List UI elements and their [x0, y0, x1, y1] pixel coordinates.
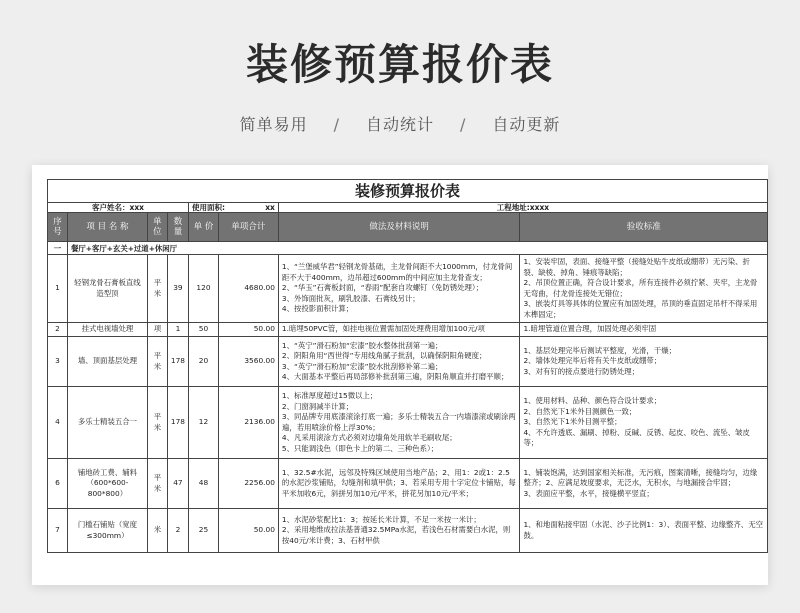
project-address: 工程地址:xxxx: [278, 203, 767, 213]
row-no: 3: [48, 337, 68, 387]
row-standard: [520, 459, 768, 509]
method-line: 4、按投影面积计算；: [281, 304, 354, 314]
row-unit: 平米: [147, 337, 167, 387]
row-method: [278, 255, 520, 323]
standard-line: 2、墙体处理完毕后将有关牛皮纸或绷带；: [523, 356, 662, 366]
row-standard: [520, 323, 768, 337]
standard-line: 1、使用材料、品种、颜色符合设计要求；: [523, 396, 662, 406]
row-price: 50: [189, 323, 219, 337]
separator: /: [460, 115, 467, 134]
method-line: 3、同品牌专用底漆滚涂打底一遍；多乐士精装五合一内墙漆滚或刷涂两遍，若用喷涂价格上浮30%；: [281, 412, 516, 432]
method-line: 2、阴阳角用“西世得”专用线角腻子批刮，以确保阴阳角硬度；: [281, 351, 487, 360]
tag-auto-stats: 自动统计: [365, 115, 434, 134]
method-line: 2、门窗洞减半计算；: [281, 401, 354, 411]
row-qty: 1: [167, 323, 188, 337]
standard-line: 1、和地面粘接牢固（水泥、沙子比例1：3）、表面平整、边缘整齐、无空鼓。: [523, 520, 763, 540]
row-name: 墙、顶面基层处理: [67, 337, 147, 387]
row-unit: 平米: [147, 459, 167, 509]
row-no: 7: [48, 509, 68, 553]
standard-line: 3、自然光下1米外目测平整；: [523, 417, 622, 427]
row-method: [278, 509, 520, 553]
page-title: 装修预算报价表: [245, 40, 554, 89]
row-price: 48: [189, 459, 219, 509]
category-no: 一: [48, 242, 68, 255]
row-total: 4680.00: [218, 255, 278, 323]
standard-line: 2、吊顶位置正确，符合设计要求，所有连接件必须拧紧、夹牢，主龙骨无弯曲，付龙骨连接处无错位；: [523, 278, 758, 298]
tag-auto-update: 自动更新: [492, 115, 561, 134]
row-qty: 178: [167, 337, 188, 387]
method-line: 1、标准厚度超过15微以上；: [281, 391, 378, 400]
row-method: [278, 459, 520, 509]
row-qty: 2: [167, 509, 188, 553]
sheet-title: 装修预算报价表: [48, 180, 768, 203]
row-unit: 平米: [147, 255, 167, 323]
row-standard: [520, 337, 768, 387]
row-price: 25: [189, 509, 219, 553]
row-name: 门槛石铺贴（宽度≤300mm）: [67, 509, 147, 553]
row-no: 4: [48, 387, 68, 459]
area-label: 使用面积:: [192, 203, 225, 212]
row-standard: [520, 387, 768, 459]
row-qty: 47: [167, 459, 188, 509]
table-header: [48, 213, 768, 242]
table-row: [48, 337, 768, 387]
row-no: 6: [48, 459, 68, 509]
row-unit: 项: [147, 323, 167, 337]
row-method: [278, 337, 520, 387]
header-standard: 验收标准: [520, 213, 768, 242]
row-method: [278, 387, 520, 459]
standard-line: 3、嵌装灯具等具体的位置应有加固处理，吊顶的垂直固定吊杆不得采用木榫固定；: [523, 299, 758, 319]
quote-table: [47, 179, 768, 553]
row-total: 2256.00: [218, 459, 278, 509]
standard-line: 1.暗埋管道位置合理，加固处理必须牢固: [523, 324, 657, 334]
tag-easy: 简单易用: [239, 115, 308, 134]
area-value: xx: [265, 203, 275, 212]
table-row: [48, 255, 768, 323]
row-price: 20: [189, 337, 219, 387]
row-total: 3560.00: [218, 337, 278, 387]
area-cell: [189, 203, 279, 213]
row-name: 铺地砖工费、辅料（600*600-800*800）: [67, 459, 147, 509]
method-line: 2、“华玉”石膏板封面，“春雨”配套自攻螺钉（免防锈处理）；: [281, 283, 483, 293]
method-line: 3、“英宁”滑石粉加“宏漆”胶水批刮修补第二遍；: [281, 361, 443, 371]
standard-line: 3、对有钉的接点要进行防锈处理；: [523, 366, 640, 376]
row-qty: 39: [167, 255, 188, 323]
method-line: 1、“兰堡威华君”轻钢龙骨基础，主龙骨间距不大1000mm，付龙骨间距不大于400mm，边吊超过600mm的中间应加主龙骨查支；: [281, 262, 513, 282]
header-unit: 单位: [147, 213, 167, 242]
row-no: 2: [48, 323, 68, 337]
customer-name: 客户姓名：xxx: [48, 203, 189, 213]
category-row: [48, 242, 768, 255]
table-row: [48, 323, 768, 337]
row-no: 1: [48, 255, 68, 323]
separator: /: [333, 115, 340, 134]
table-row: [48, 387, 768, 459]
row-price: 120: [189, 255, 219, 323]
method-line: 3、外饰面批灰，刷乳胶漆、石膏线另计；: [281, 293, 420, 303]
row-total: 50.00: [218, 323, 278, 337]
method-line: 1、水泥砂浆配比1：3；按延长米计算，不足一米按一米计；: [281, 514, 481, 524]
row-unit: 平米: [147, 387, 167, 459]
row-total: 50.00: [218, 509, 278, 553]
standard-line: 2、自然光下1米外目测颜色一致；: [523, 406, 637, 416]
standard-line: 1、安装牢固，表面、接缝平整（接缝处贴牛皮纸或绷带）无污染、折裂、缺棱、掉角、锤痕等缺陷；: [523, 257, 750, 277]
standard-line: 3、表面应平整，水平，接缝横平竖直；: [523, 488, 654, 498]
header-method: 做法及材料说明: [278, 213, 520, 242]
row-standard: [520, 255, 768, 323]
table-row: [48, 509, 768, 553]
category-label: 餐厅+客厅+玄关+过道+休闲厅: [67, 242, 767, 255]
row-standard: [520, 509, 768, 553]
table-row: [48, 459, 768, 509]
row-qty: 178: [167, 387, 188, 459]
method-line: 1、“英宁”滑石粉加“宏漆”胶水整体批刮第一遍；: [281, 340, 443, 350]
header-total: 单项合计: [218, 213, 278, 242]
row-name: 轻钢龙骨石膏板直线造型顶: [67, 255, 147, 323]
spreadsheet-preview: [32, 165, 768, 585]
standard-line: 1、铺装饱满，达到国家相关标准，无污痕，图案清晰，接缝均匀，边缘整齐；2、应满足坡度要求，无泛水，无积水，与地漏接合牢固；: [523, 467, 758, 488]
row-price: 12: [189, 387, 219, 459]
row-method: [278, 323, 520, 337]
header-no: 序号: [48, 213, 68, 242]
method-line: 1.暗埋50PVC管，如挂电视位置需加固处理费用增加100元/项: [281, 324, 485, 334]
row-name: 多乐士精装五合一: [67, 387, 147, 459]
method-line: 1、32.5#水泥，远邻及特殊区域使用当地产品；2、用1：2或1：2.5的水泥沙浆铺贴，勾缝剂和填甲供；3、若采用专用十字定位卡铺贴，每平米加收6元，斜拼另加10元/平米，拼花另加10元/平米；: [281, 467, 516, 498]
feature-tagline: [0, 112, 800, 135]
standard-line: 1、基层处理完毕后测试平整度，光滑，干燥；: [523, 345, 676, 355]
method-line: 2、采用地维成拉法基普通32.5MPa水泥，若浅色石材需要白水泥，则按40元/米计费；3、石材甲供: [281, 525, 511, 545]
header-price: 单 价: [189, 213, 219, 242]
header-name: 项 目 名 称: [67, 213, 147, 242]
row-name: 挂式电视墙处理: [67, 323, 147, 337]
row-total: 2136.00: [218, 387, 278, 459]
method-line: 4、大面基本平整后再局部修补批刮第三遍，阴阳角顺直并打磨平顺；: [281, 372, 509, 381]
row-unit: 米: [147, 509, 167, 553]
method-line: 4、凡采用滚涂方式必须对边墙角处用软羊毛刷收尾；: [281, 433, 457, 442]
header-qty: 数量: [167, 213, 188, 242]
method-line: 5、只能调浅色（即色卡上的第二、三种色系）；: [281, 443, 439, 453]
standard-line: 4、不允许透底、漏刷、掉粉、反碱、反锈、起皮、咬色、流坠、皱皮等；: [523, 427, 750, 448]
